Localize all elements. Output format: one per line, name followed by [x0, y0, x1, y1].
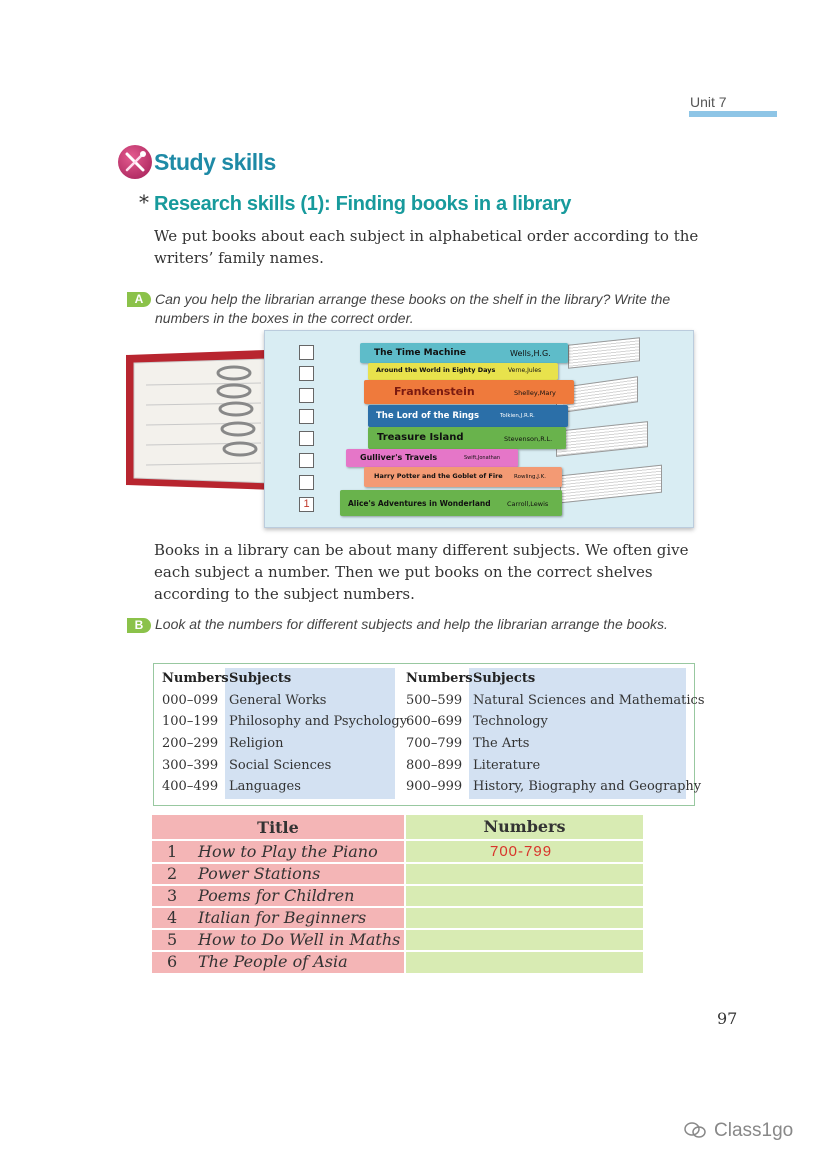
book-author: Stevenson,R.L.	[504, 435, 553, 443]
book-author: Verne,Jules	[508, 367, 542, 374]
study-skills-icon	[118, 145, 152, 179]
order-box[interactable]	[299, 409, 314, 424]
section-a-badge: A	[127, 292, 151, 307]
subjects-paragraph: Books in a library can be about many different subjects. We often give each subject a number. Then we put books on the correct shelves according to the subject numbers.	[154, 541, 689, 603]
row-number: 1	[167, 842, 178, 861]
book-title: Frankenstein	[394, 385, 475, 398]
book-treasure-island	[368, 427, 566, 449]
subject-numbers-table	[153, 663, 705, 806]
table-row	[152, 908, 404, 928]
table-row	[152, 886, 404, 906]
book-the-time-machine	[360, 343, 568, 363]
book-title-cell: How to Do Well in Maths	[198, 930, 401, 949]
book-harry-potter	[364, 467, 562, 487]
section-b-instruction: Look at the numbers for different subjects and help the librarian arrange the books.	[155, 616, 668, 632]
range-cell: 900–999	[406, 779, 463, 794]
book-gullivers-travels	[346, 449, 518, 467]
subject-cell: General Works	[229, 693, 327, 708]
watermark	[684, 1120, 793, 1142]
subject-cell: Natural Sciences and Mathematics	[473, 693, 705, 708]
book-author: Tolkien,J.R.R.	[500, 413, 535, 419]
subject-cell: Religion	[229, 736, 284, 751]
table-row	[152, 930, 404, 950]
row-number: 2	[167, 864, 178, 883]
row-number: 5	[167, 930, 178, 949]
answer-cell[interactable]	[406, 952, 643, 973]
book-title-cell: Italian for Beginners	[198, 908, 367, 927]
answer-cell[interactable]	[406, 908, 643, 928]
unit-underline	[689, 111, 777, 117]
section-a-instruction: Can you help the librarian arrange these books on the shelf in the library? Write the numbers in the boxes in the correct order.	[155, 291, 671, 326]
subjects-header: Subjects	[473, 671, 536, 686]
title-header: Title	[257, 818, 299, 837]
table-row	[152, 841, 404, 862]
book-author: Rowling,J.K.	[514, 474, 546, 480]
study-skills-title: Study skills	[154, 149, 276, 175]
book-author: Carroll,Lewis	[507, 500, 549, 508]
subject-cell: The Arts	[473, 736, 530, 751]
row-number: 4	[167, 908, 178, 927]
row-number: 6	[167, 952, 178, 971]
answer-table	[152, 815, 643, 974]
numbers-header: Numbers	[162, 671, 229, 686]
order-box[interactable]	[299, 345, 314, 360]
range-cell: 300–399	[162, 758, 219, 773]
range-cell: 600–699	[406, 714, 463, 729]
range-cell: 500–599	[406, 693, 463, 708]
answer-cell[interactable]	[406, 864, 643, 884]
binder-illustration	[126, 345, 276, 495]
range-cell: 000–099	[162, 693, 219, 708]
book-title: Around the World in Eighty Days	[376, 366, 496, 374]
book-the-lord-of-the-rings	[368, 405, 568, 427]
range-cell: 800–899	[406, 758, 463, 773]
section-b-badge: B	[127, 618, 151, 633]
order-box[interactable]	[299, 453, 314, 468]
answer-cell[interactable]	[406, 886, 643, 906]
subject-cell: History, Biography and Geography	[473, 779, 702, 794]
wechat-icon	[684, 1121, 706, 1139]
range-cell: 400–499	[162, 779, 219, 794]
row-number: 3	[167, 886, 178, 905]
watermark-text: Class1go	[714, 1120, 794, 1141]
subject-cell: Social Sciences	[229, 758, 332, 773]
numbers-header: Numbers	[483, 817, 566, 836]
book-author: Swift,Jonathan	[464, 455, 501, 461]
book-title: Harry Potter and the Goblet of Fire	[374, 472, 503, 480]
order-box[interactable]	[299, 475, 314, 490]
book-title: The Lord of the Rings	[376, 411, 480, 421]
book-title: The Time Machine	[374, 348, 466, 358]
subject-cell: Technology	[473, 714, 548, 729]
order-box[interactable]	[299, 431, 314, 446]
research-skills-title: Research skills (1): Finding books in a library	[154, 193, 572, 215]
order-box[interactable]: 1	[299, 497, 314, 512]
subject-cell: Languages	[229, 779, 301, 794]
book-frankenstein	[364, 380, 574, 404]
answer-cell[interactable]	[406, 841, 643, 862]
book-title-cell: Poems for Children	[198, 886, 355, 905]
book-title-cell: How to Play the Piano	[198, 842, 378, 861]
book-title: Treasure Island	[377, 432, 464, 443]
table-row	[152, 952, 404, 973]
page-number: 97	[717, 1009, 738, 1028]
book-author: Wells,H.G.	[510, 349, 551, 358]
book-around-the-world	[368, 363, 558, 380]
answer-cell[interactable]	[406, 930, 643, 950]
unit-label: Unit 7	[690, 94, 727, 110]
order-box[interactable]	[299, 388, 314, 403]
book-title: Gulliver's Travels	[360, 453, 438, 462]
intro-paragraph: We put books about each subject in alphabetical order according to the writers’ family names.	[154, 227, 699, 267]
answer-value: 700-799	[490, 843, 553, 860]
book-title-cell: Power Stations	[198, 864, 321, 883]
book-title-cell: The People of Asia	[198, 952, 348, 971]
subject-cell: Philosophy and Psychology	[229, 714, 408, 729]
subjects-header: Subjects	[229, 671, 292, 686]
book-author: Shelley,Mary	[514, 389, 556, 397]
subject-cell: Literature	[473, 758, 541, 773]
range-cell: 700–799	[406, 736, 463, 751]
order-box[interactable]	[299, 366, 314, 381]
table-row	[152, 864, 404, 884]
star-marker: *	[139, 190, 149, 214]
range-cell: 200–299	[162, 736, 219, 751]
book-alices-adventures	[340, 490, 562, 516]
numbers-header: Numbers	[406, 671, 473, 686]
book-title: Alice's Adventures in Wonderland	[348, 499, 491, 508]
range-cell: 100–199	[162, 714, 219, 729]
